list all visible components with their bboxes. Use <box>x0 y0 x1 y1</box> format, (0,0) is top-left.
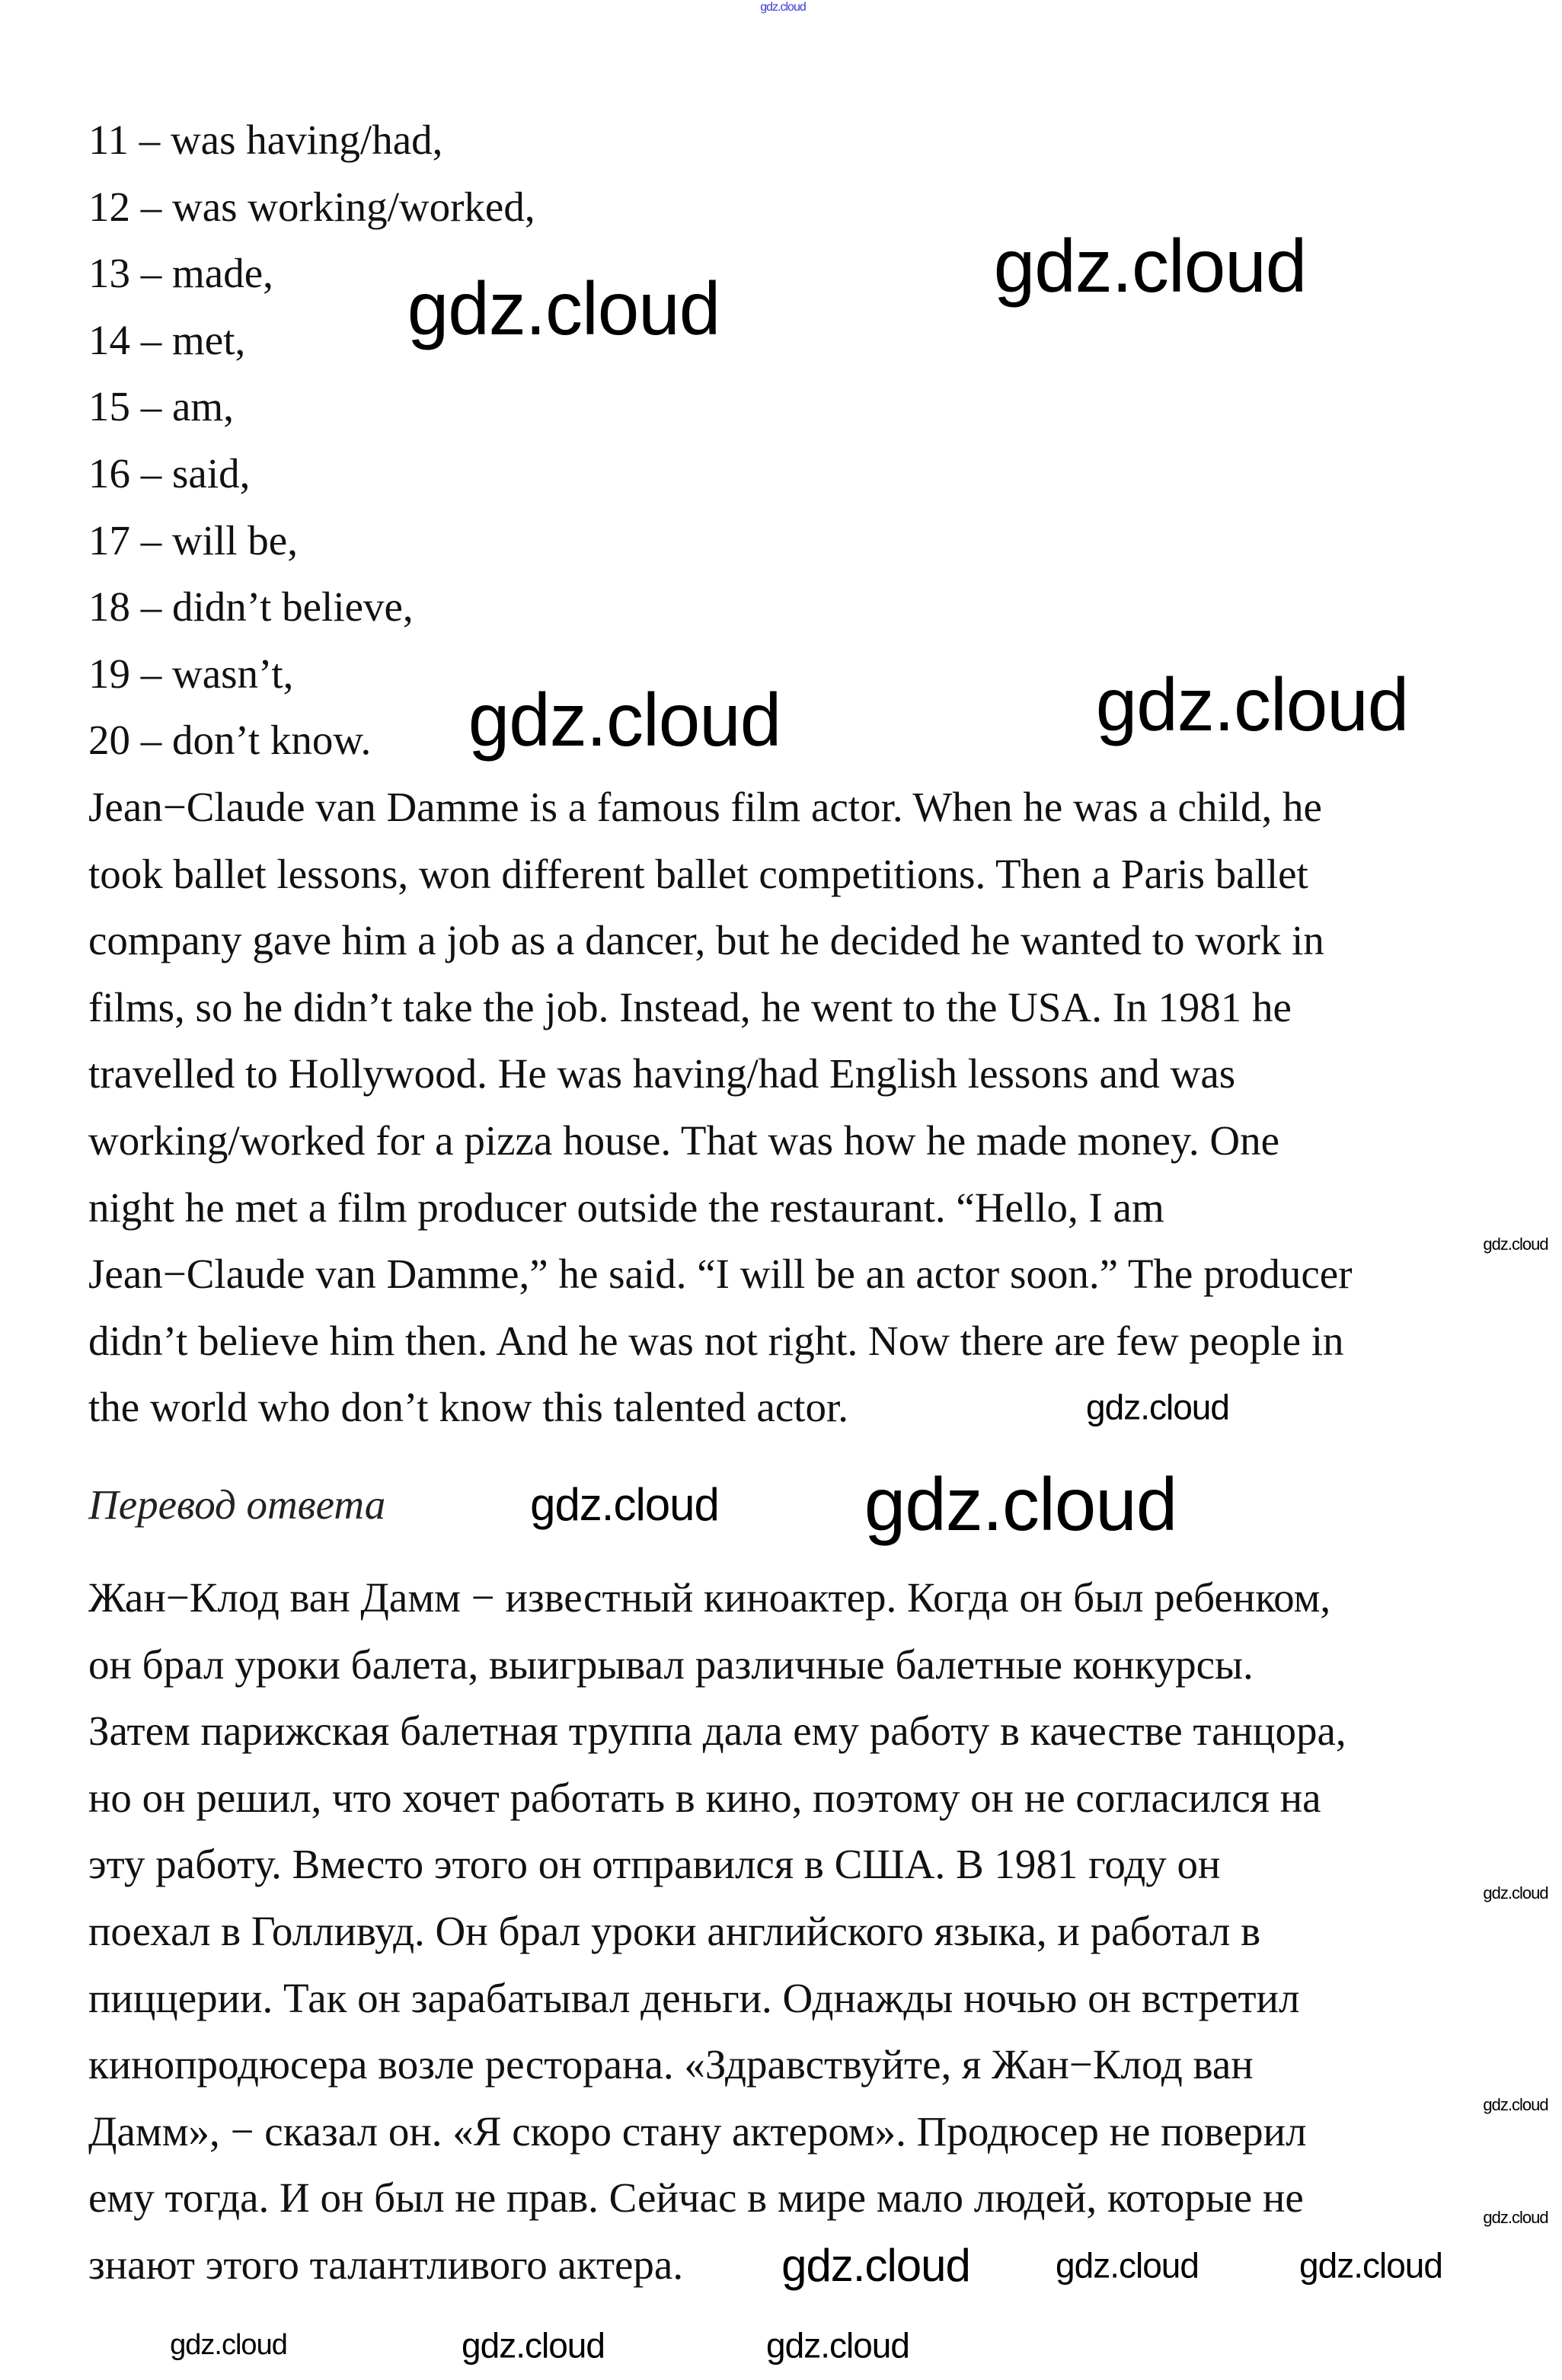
paragraph-line: the world who don’t know this talented actor. <box>88 1384 848 1431</box>
answer-item: 17 – will be, <box>88 516 298 564</box>
answer-item: 18 – didn’t believe, <box>88 583 414 631</box>
answer-item: 16 – said, <box>88 449 251 497</box>
watermark: gdz.cloud <box>530 1479 719 1530</box>
paragraph-line: Jean−Claude van Damme is a famous film actor. When he was a child, he <box>88 783 1322 830</box>
answer-item: 13 – made, <box>88 250 273 297</box>
watermark: gdz.cloud <box>1483 2207 1548 2227</box>
watermark: gdz.cloud <box>864 1462 1177 1547</box>
paragraph-line: working/worked for a pizza house. That was how he made money. One <box>88 1117 1279 1164</box>
watermark: gdz.cloud <box>1483 1234 1548 1254</box>
answer-item: 20 – don’t know. <box>88 717 372 764</box>
paragraph-line: didn’t believe him then. And he was not right. Now there are few people in <box>88 1317 1344 1364</box>
watermark: gdz.cloud <box>993 224 1307 308</box>
translation-line: он брал уроки балета, выигрывал различные балетные конкурсы. <box>88 1640 1254 1688</box>
paragraph-line: films, so he didn’t take the job. Instead, he went to the USA. In 1981 he <box>88 983 1292 1030</box>
translation-line: пиццерии. Так он зарабатывал деньги. Однажды ночью он встретил <box>88 1974 1300 2021</box>
watermark: gdz.cloud <box>760 1 806 14</box>
translation-line: Дамм», − сказал он. «Я скоро стану актером». Продюсер не поверил <box>88 2107 1307 2155</box>
paragraph-line: night he met a film producer outside the restaurant. “Hello, I am <box>88 1184 1164 1231</box>
translation-line: Жан−Клод ван Дамм − известный киноактер. Когда он был ребенком, <box>88 1574 1331 1621</box>
translation <box>88 1564 1346 2299</box>
watermark: gdz.cloud <box>1483 1883 1548 1902</box>
translation-line: знают этого талантливого актера. <box>88 2241 684 2288</box>
paragraph-line: took ballet lessons, won different ballet competitions. Then a Paris ballet <box>88 850 1308 897</box>
watermark: gdz.cloud <box>781 2240 970 2291</box>
watermark: gdz.cloud <box>1056 2245 1199 2286</box>
translation-heading: Перевод ответа <box>88 1481 386 1528</box>
answer-item: 14 – met, <box>88 316 246 363</box>
watermark: gdz.cloud <box>1299 2245 1442 2286</box>
watermark: gdz.cloud <box>1086 1387 1229 1427</box>
watermark: gdz.cloud <box>1483 2094 1548 2114</box>
watermark: gdz.cloud <box>462 2325 605 2366</box>
answer-item: 12 – was working/worked, <box>88 183 535 230</box>
translation-line: поехал в Голливуд. Он брал уроки английского языка, и работал в <box>88 1907 1261 1954</box>
watermark: gdz.cloud <box>170 2329 287 2362</box>
watermark: gdz.cloud <box>407 267 720 351</box>
answer-item: 19 – wasn’t, <box>88 650 294 697</box>
translation-line: эту работу. Вместо этого он отправился в США. В 1981 году он <box>88 1841 1221 1888</box>
translation-line: Затем парижская балетная труппа дала ему работу в качестве танцора, <box>88 1708 1346 1755</box>
watermark: gdz.cloud <box>468 678 781 762</box>
paragraph-line: travelled to Hollywood. He was having/had English lessons and was <box>88 1050 1236 1097</box>
translation-line: но он решил, что хочет работать в кино, поэтому он не согласился на <box>88 1774 1321 1821</box>
answer-item: 15 – am, <box>88 383 234 430</box>
paragraph-line: Jean−Claude van Damme,” he said. “I will be an actor soon.” The producer <box>88 1251 1353 1298</box>
watermark: gdz.cloud <box>1095 663 1409 747</box>
paragraph-line: company gave him a job as a dancer, but he decided he wanted to work in <box>88 917 1324 964</box>
translation-line: ему тогда. И он был не прав. Сейчас в мире мало людей, которые не <box>88 2174 1304 2222</box>
translation-line: кинопродюсера возле ресторана. «Здравствуйте, я Жан−Клод ван <box>88 2041 1254 2088</box>
watermark: gdz.cloud <box>766 2325 909 2366</box>
answer-item: 11 – was having/had, <box>88 117 443 163</box>
